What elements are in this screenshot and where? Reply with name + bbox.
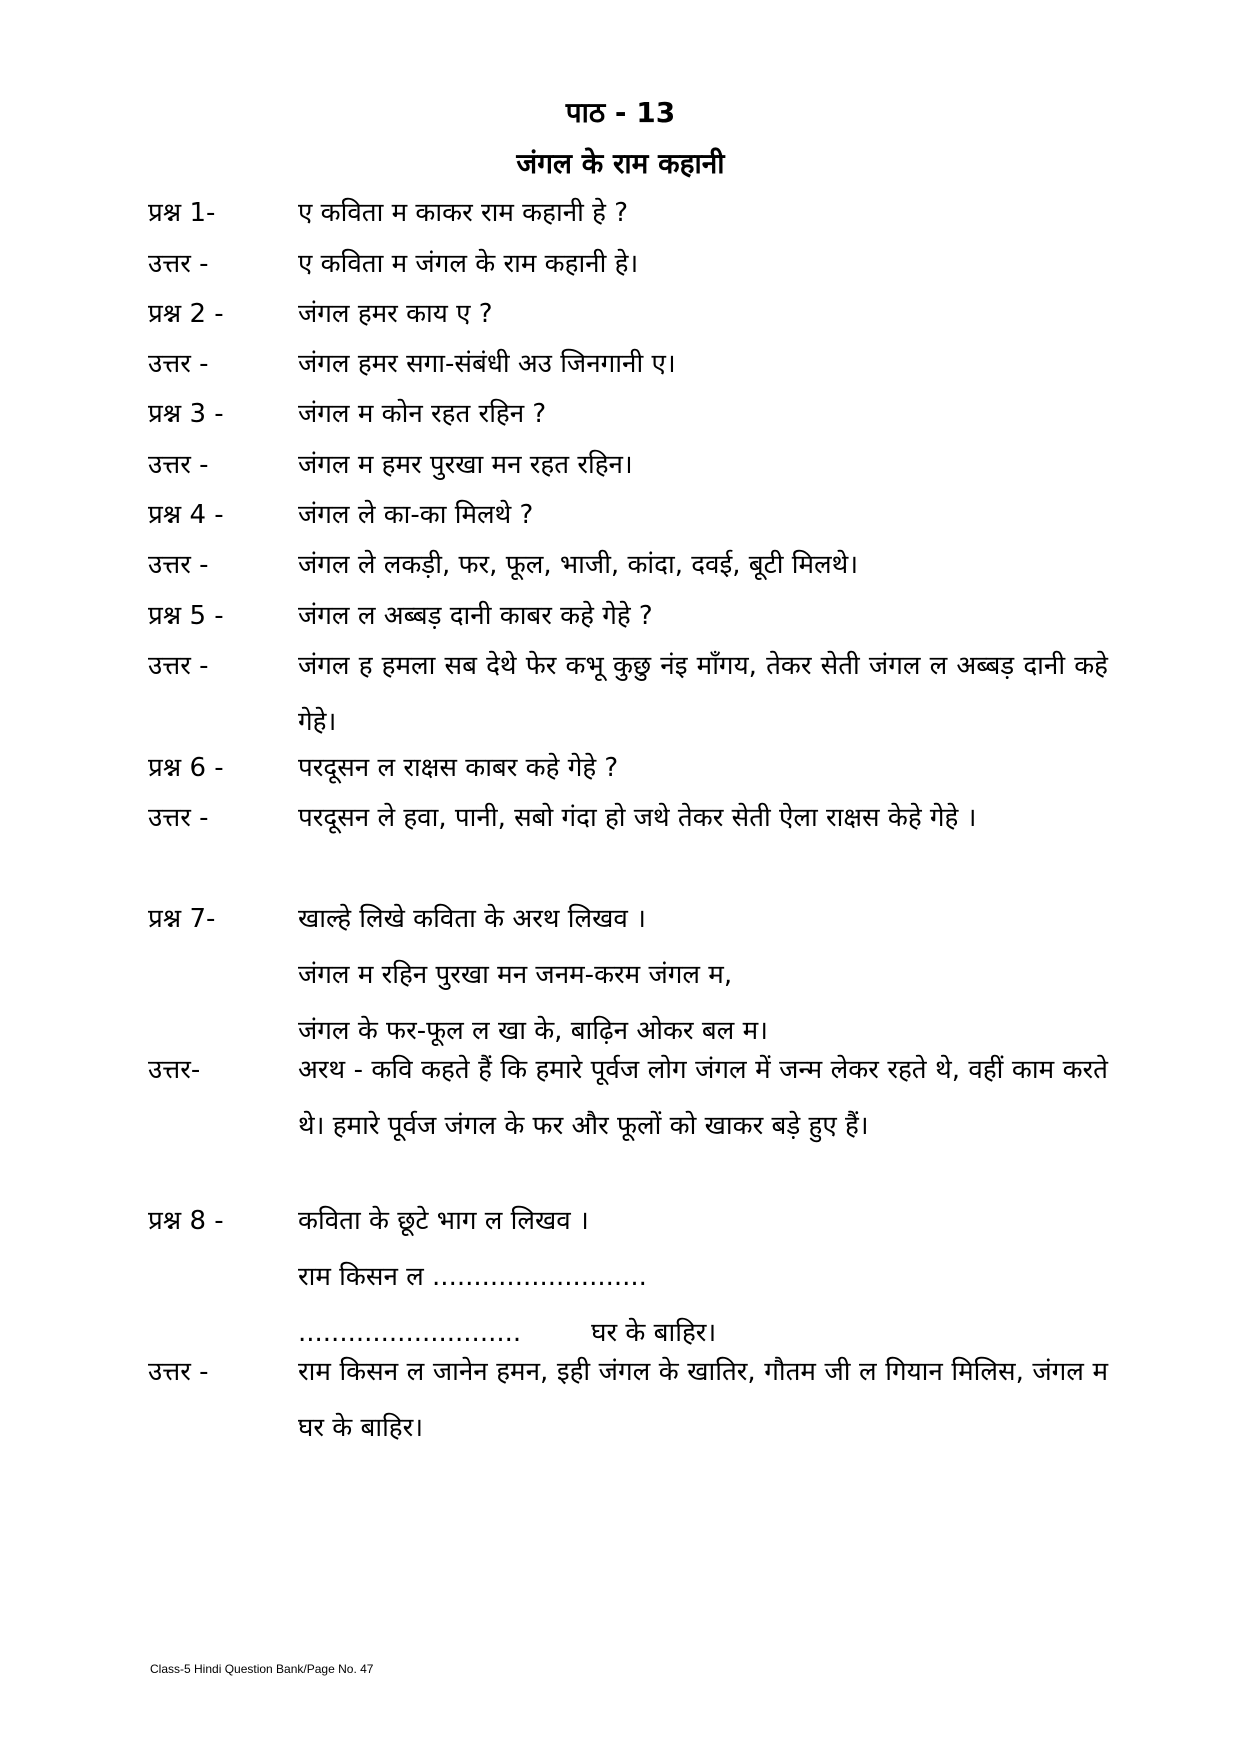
question-5 [148,588,1108,644]
poem-fragment: घर के बाहिर। [591,1318,717,1348]
answer-label: उत्तर - [148,249,209,279]
answer-4 [148,537,1108,593]
question-3 [148,386,1108,442]
poem-line: राम किसन ल .......................... [298,1262,647,1292]
answer-label: उत्तर - [148,803,209,833]
question-text: ए कविता म काकर राम कहानी हे ? [298,198,628,228]
question-1 [148,185,1108,241]
question-4 [148,487,1108,543]
question-text: जंगल ले का-का मिलथे ? [298,500,534,530]
answer-text: जंगल म हमर पुरखा मन रहत रहिन। [298,450,633,480]
question-label: प्रश्न 8 - [148,1206,224,1236]
answer-label: उत्तर - [148,450,209,480]
answer-label: उत्तर- [148,1055,201,1085]
answer-text: राम किसन ल जानेन हमन, इही जंगल के खातिर, गौतम जी ल गियान मिलिस, जंगल म घर के बाहिर। [298,1357,1108,1443]
question-text: जंगल म कोन रहत रहिन ? [298,399,547,429]
question-text: परदूसन ल राक्षस काबर कहे गेहे ? [298,753,619,783]
question-2 [148,286,1108,342]
answer-7 [148,1042,1108,1154]
question-label: प्रश्न 7- [148,904,216,934]
answer-5 [148,638,1108,750]
question-label: प्रश्न 6 - [148,753,224,783]
question-text: जंगल हमर काय ए ? [298,299,493,329]
lesson-title: जंगल के राम कहानी [516,147,725,180]
answer-label: उत्तर - [148,349,209,379]
question-label: प्रश्न 3 - [148,399,224,429]
answer-8 [148,1344,1108,1456]
answer-label: उत्तर - [148,651,209,681]
answer-6 [148,790,1108,846]
answer-text: परदूसन ले हवा, पानी, सबो गंदा हो जथे तेकर सेती ऐला राक्षस केहे गेहे । [298,803,977,833]
question-8 [148,1193,1108,1361]
page-footer: Class-5 Hindi Question Bank/Page No. 47 [150,1662,374,1676]
question-label: प्रश्न 5 - [148,601,224,631]
answer-text: अरथ - कवि कहते हैं कि हमारे पूर्वज लोग जंगल में जन्म लेकर रहते थे, वहीं काम करते थे। हमारे पूर्वज जंगल के फर और फूलों को खाकर बड़े हुए हैं। [298,1055,1108,1141]
answer-text: जंगल हमर सगा-संबंधी अउ जिनगानी ए। [298,349,676,379]
question-label: प्रश्न 1- [148,198,216,228]
answer-text: ए कविता म जंगल के राम कहानी हे। [298,249,639,279]
poem-line: जंगल म रहिन पुरखा मन जनम-करम जंगल म, [298,960,733,990]
answer-2 [148,336,1108,392]
answer-1 [148,236,1108,292]
question-7 [148,891,1108,1059]
answer-3 [148,437,1108,493]
question-text: जंगल ल अब्बड़ दानी काबर कहे गेहे ? [298,601,653,631]
question-body [298,891,1108,1059]
question-label: प्रश्न 2 - [148,299,224,329]
answer-text: जंगल ले लकड़ी, फर, फूल, भाजी, कांदा, दवई, बूटी मिलथे। [298,550,859,580]
question-text: खाल्हे लिखे कविता के अरथ लिखव । [298,904,646,934]
poem-line: जंगल के फर-फूल ल खा के, बाढ़िन ओकर बल म। [298,1016,768,1046]
answer-text: जंगल ह हमला सब देथे फेर कभू कुछु नंइ माँगय, तेकर सेती जंगल ल अब्बड़ दानी कहे गेहे। [298,651,1108,737]
question-text: कविता के छूटे भाग ल लिखव । [298,1206,589,1236]
blank-dots: ........................... [298,1318,522,1348]
answer-label: उत्तर - [148,1357,209,1387]
answer-label: उत्तर - [148,550,209,580]
question-body [298,1193,1108,1361]
lesson-number: पाठ - 13 [565,96,676,129]
question-6 [148,740,1108,796]
question-label: प्रश्न 4 - [148,500,224,530]
